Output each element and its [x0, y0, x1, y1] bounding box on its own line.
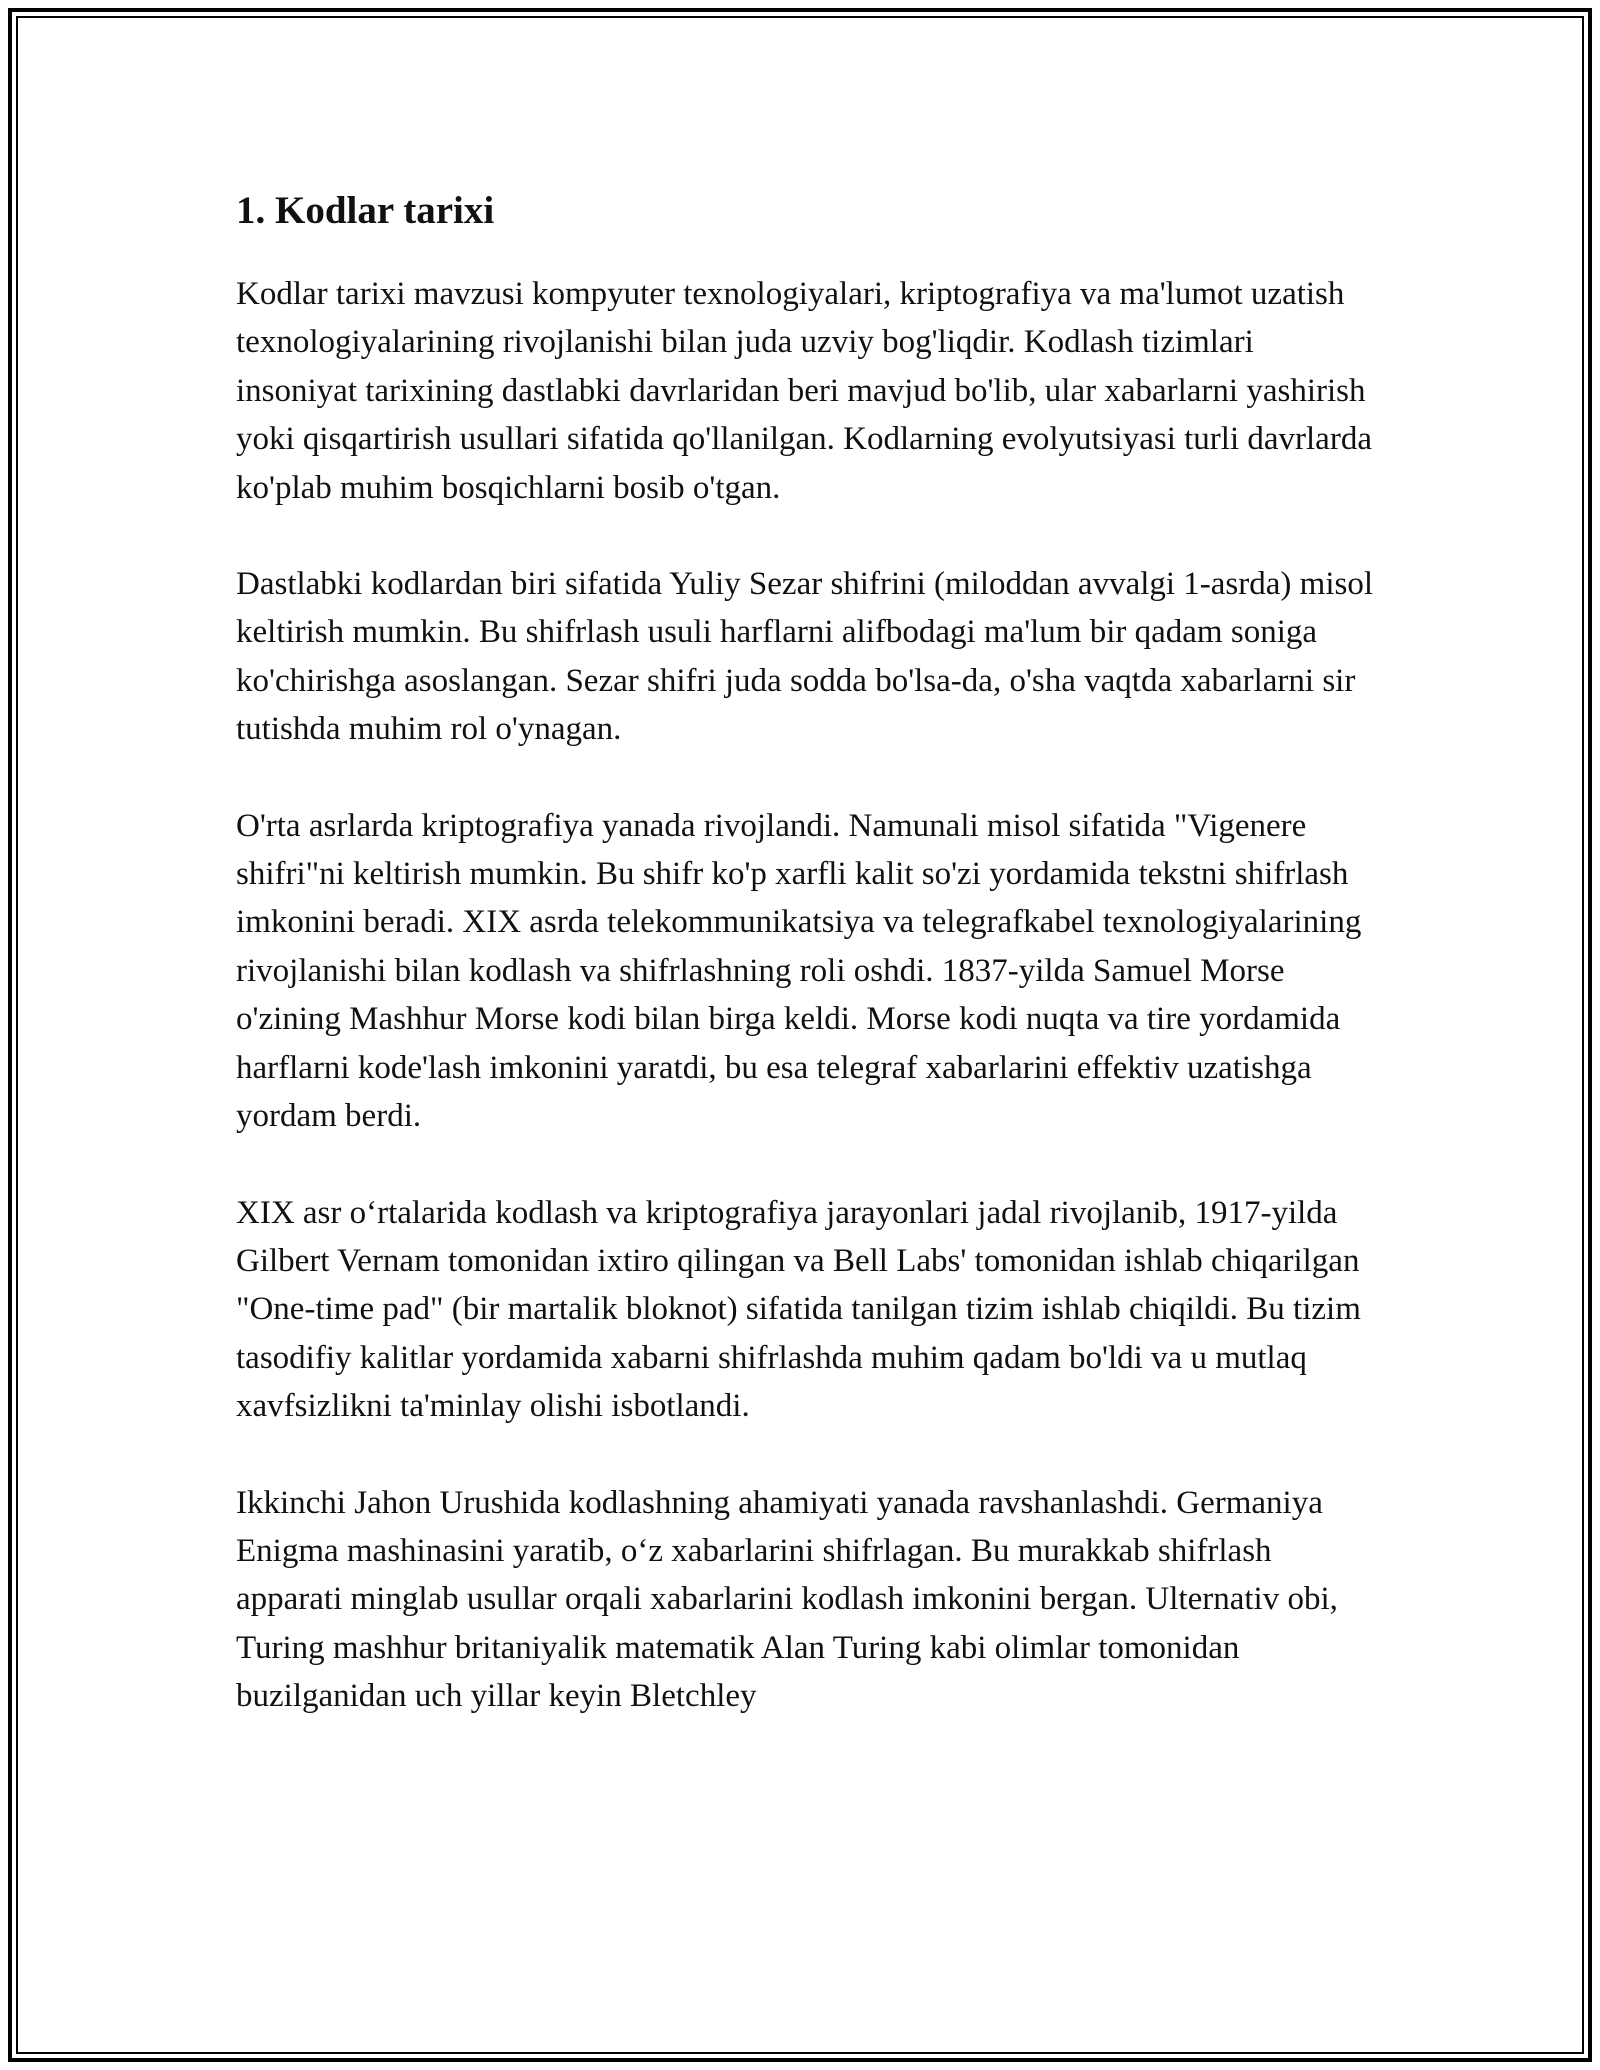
section-heading: 1. Kodlar tarixi	[236, 189, 495, 232]
paragraph-one-time-pad: XIX asr o‘rtalarida kodlash va kriptografiya jarayonlari jadal rivojlanib, 1917-yilda Gilbert Vernam tomonidan ixtiro qilingan va Bell Labs' tomonidan ishlab chiqarilgan "One-time pad" (bir martalik bloknot) sifatida tanilgan tizim ishlab chiqildi. Bu tizim tasodifiy kalitlar yordamida xabarni shifrlashda muhim qadam bo'ldi va u mutlaq xavfsizlikni ta'minlay olishi isbotlandi.	[236, 1194, 1361, 1425]
paragraph-intro: Kodlar tarixi mavzusi kompyuter texnologiyalari, kriptografiya va ma'lumot uzatish texnologiyalarining rivojlanishi bilan juda uzviy bog'liqdir. Kodlash tizimlari insoniyat tarixining dastlabki davrlaridan beri mavjud bo'lib, ular xabarlarni yashirish yoki qisqartirish usullari sifatida qo'llanilgan. Kodlarning evolyutsiyasi turli davrlarda ko'plab muhim bosqichlarni bosib o'tgan.	[236, 276, 1372, 506]
paragraph-caesar-cipher: Dastlabki kodlardan biri sifatida Yuliy Sezar shifrini (miloddan avvalgi 1-asrda) misol keltirish mumkin. Bu shifrlash usuli harflarni alifbodagi ma'lum bir qadam soniga ko'chirishga asoslangan. Sezar shifri juda sodda bo'lsa-da, o'sha vaqtda xabarlarni sir tutishda muhim rol o'ynagan.	[236, 566, 1374, 748]
document-body	[236, 186, 1376, 1769]
paragraph-world-war-two: Ikkinchi Jahon Urushida kodlashning ahamiyati yanada ravshanlashdi. Germaniya Enigma mashinasini yaratib, o‘z xabarlarini shifrlagan. Bu murakkab shifrlash apparati minglab usullar orqali xabarlarini kodlash imkonini bergan. Ulternativ obi, Turing mashhur britaniyalik matematik Alan Turing kabi olimlar tomonidan buzilganidan uch yillar keyin Bletchley	[236, 1484, 1338, 1715]
paragraph-middle-ages: O'rta asrlarda kriptografiya yanada rivojlandi. Namunali misol sifatida "Vigenere shifri"ni keltirish mumkin. Bu shifr ko'p xarfli kalit so'zi yordamida tekstni shifrlash imkonini beradi. XIX asrda telekommunikatsiya va telegrafkabel texnologiyalarining rivojlanishi bilan kodlash va shifrlashning roli oshdi. 1837-yilda Samuel Morse o'zining Mashhur Morse kodi bilan birga keldi. Morse kodi nuqta va tire yordamida harflarni kode'lash imkonini yaratdi, bu esa telegraf xabarlarini effektiv uzatishga yordam berdi.	[236, 807, 1362, 1135]
